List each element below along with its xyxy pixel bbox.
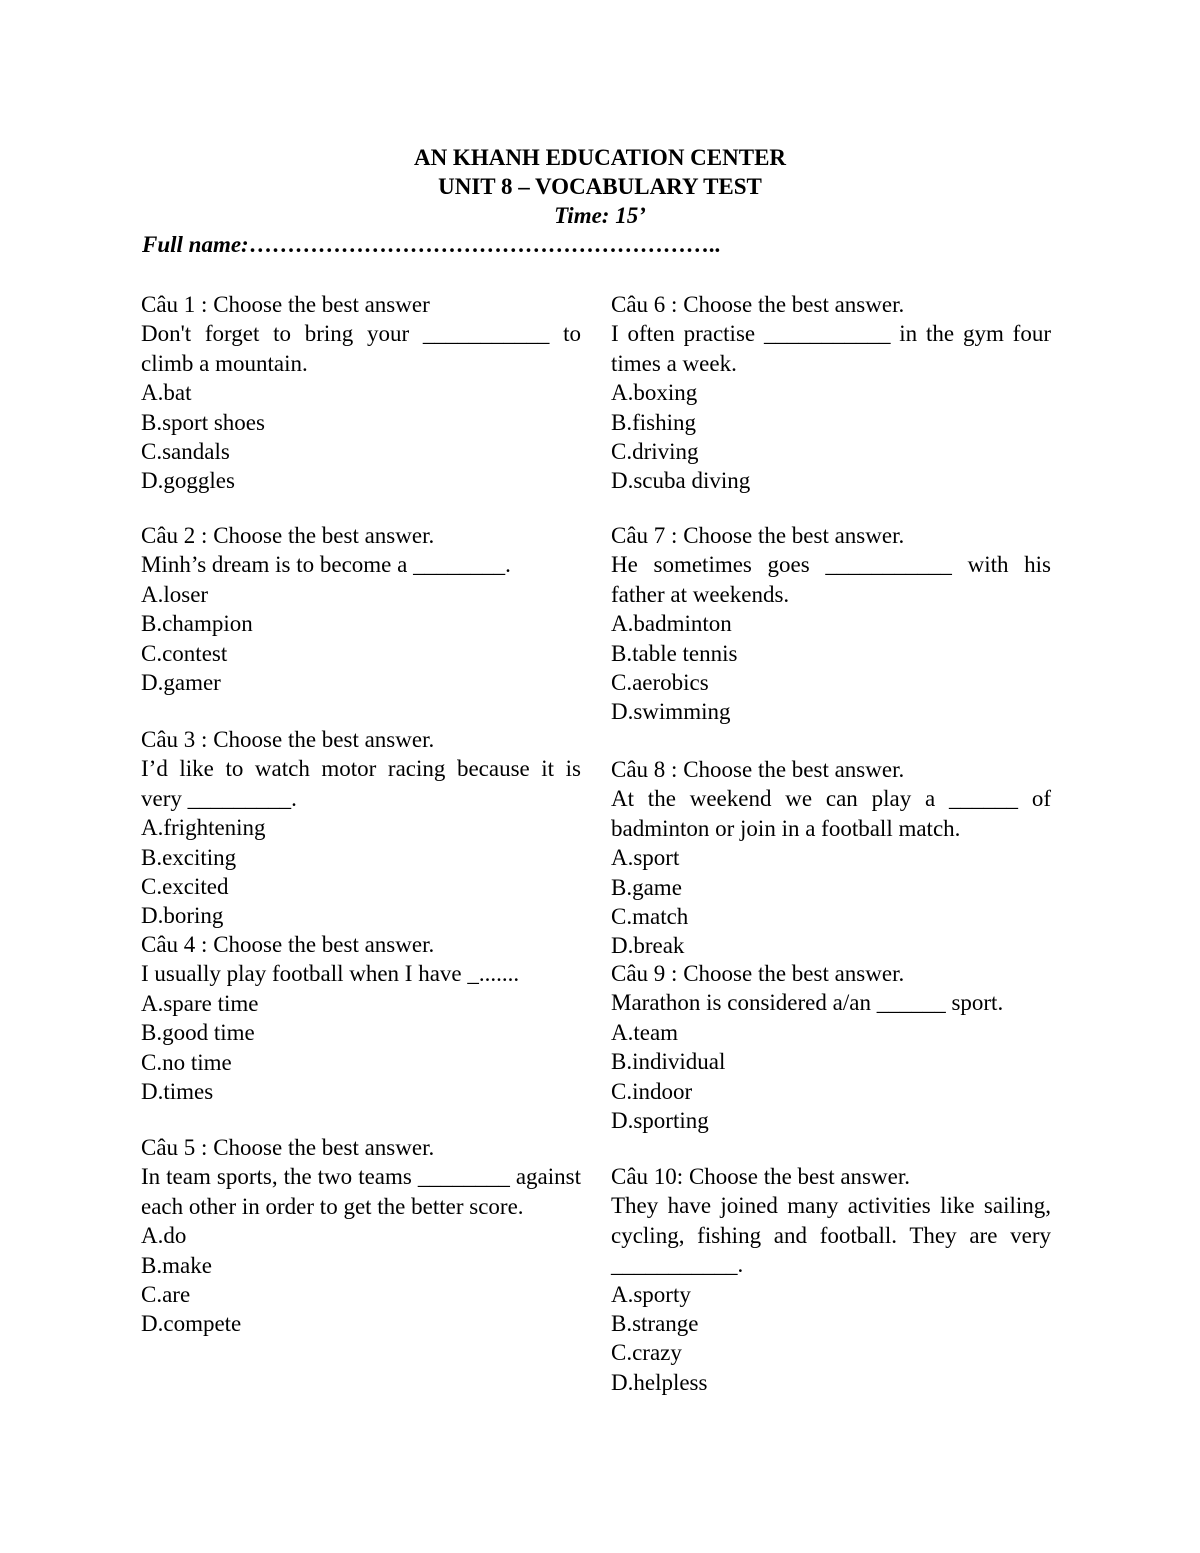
question-9 (611, 959, 1051, 1135)
option-d: D.swimming (611, 699, 731, 725)
time-limit: Time: 15’ (554, 203, 646, 228)
option-c: C.match (611, 904, 689, 930)
option-c: C.contest (141, 640, 228, 666)
question-stem: Marathon is considered a/an ______ sport. (611, 990, 1004, 1016)
question-stem: In team sports, the two teams ________ against each other in order to get the better score. (141, 1164, 581, 1219)
question-title: Câu 1 : Choose the best answer (141, 292, 430, 317)
question-stem: Don't forget to bring your ___________ to climb a mountain. (141, 321, 581, 376)
option-c: C.sandals (141, 439, 230, 465)
option-d: D.scuba diving (611, 468, 751, 494)
option-b: B.exciting (141, 844, 237, 870)
option-a: A.boxing (611, 380, 698, 406)
option-d: D.compete (141, 1311, 242, 1337)
option-d: D.boring (141, 903, 224, 929)
full-name-blank: …………………………………………………….. (248, 232, 721, 257)
option-b: B.sport shoes (141, 409, 265, 435)
question-stem: At the weekend we can play a ______ of badminton or join in a football match. (611, 786, 1051, 841)
option-b: B.game (611, 874, 682, 900)
option-c: C.excited (141, 874, 229, 900)
question-4 (141, 930, 581, 1106)
document-header (0, 143, 1200, 230)
option-c: C.crazy (611, 1340, 682, 1366)
option-b: B.strange (611, 1311, 699, 1337)
question-title: Câu 9 : Choose the best answer. (611, 961, 905, 986)
option-d: D.sporting (611, 1108, 709, 1134)
option-d: D.helpless (611, 1369, 708, 1395)
center-name: AN KHANH EDUCATION CENTER (413, 145, 787, 170)
question-title: Câu 7 : Choose the best answer. (611, 523, 905, 548)
option-a: A.team (611, 1019, 679, 1045)
question-3 (141, 725, 581, 931)
question-7 (611, 521, 1051, 727)
question-5 (141, 1133, 581, 1339)
question-title: Câu 6 : Choose the best answer. (611, 292, 905, 317)
option-b: B.table tennis (611, 640, 738, 666)
question-8 (611, 755, 1051, 961)
option-a: A.loser (141, 581, 209, 607)
question-stem: I’d like to watch motor racing because it is very _________. (141, 756, 581, 811)
option-c: C.no time (141, 1049, 232, 1075)
option-d: D.times (141, 1079, 214, 1105)
option-d: D.break (611, 933, 685, 959)
question-title: Câu 4 : Choose the best answer. (141, 932, 435, 957)
option-b: B.make (141, 1252, 212, 1278)
option-c: C.are (141, 1282, 191, 1308)
full-name-label: Full name: (142, 232, 249, 257)
option-c: C.indoor (611, 1078, 693, 1104)
option-b: B.fishing (611, 409, 696, 435)
question-title: Câu 3 : Choose the best answer. (141, 727, 435, 752)
question-title: Câu 2 : Choose the best answer. (141, 523, 435, 548)
option-c: C.aerobics (611, 670, 709, 696)
option-a: A.sporty (611, 1281, 691, 1307)
test-title: UNIT 8 – VOCABULARY TEST (438, 174, 762, 199)
question-stem: They have joined many activities like sailing, cycling, fishing and football. They are very ___________. (611, 1193, 1051, 1278)
option-a: A.spare time (141, 990, 259, 1016)
option-a: A.do (141, 1223, 187, 1249)
question-10 (611, 1162, 1051, 1397)
full-name-line (142, 230, 720, 259)
option-c: C.driving (611, 439, 699, 465)
option-d: D.gamer (141, 670, 221, 696)
option-b: B.individual (611, 1049, 726, 1075)
option-b: B.champion (141, 611, 253, 637)
question-6 (611, 290, 1051, 496)
option-d: D.goggles (141, 468, 235, 494)
question-title: Câu 8 : Choose the best answer. (611, 757, 905, 782)
question-stem: He sometimes goes ___________ with his father at weekends. (611, 552, 1051, 607)
option-a: A.sport (611, 845, 680, 871)
question-title: Câu 10: Choose the best answer. (611, 1164, 910, 1189)
question-2 (141, 521, 581, 697)
option-a: A.badminton (611, 611, 732, 637)
option-b: B.good time (141, 1020, 255, 1046)
option-a: A.bat (141, 380, 192, 406)
option-a: A.frightening (141, 815, 266, 841)
question-title: Câu 5 : Choose the best answer. (141, 1135, 435, 1160)
question-1 (141, 290, 581, 496)
question-stem: I often practise ___________ in the gym four times a week. (611, 321, 1051, 376)
question-stem: Minh’s dream is to become a ________. (141, 552, 511, 578)
question-stem: I usually play football when I have _....... (141, 961, 520, 987)
